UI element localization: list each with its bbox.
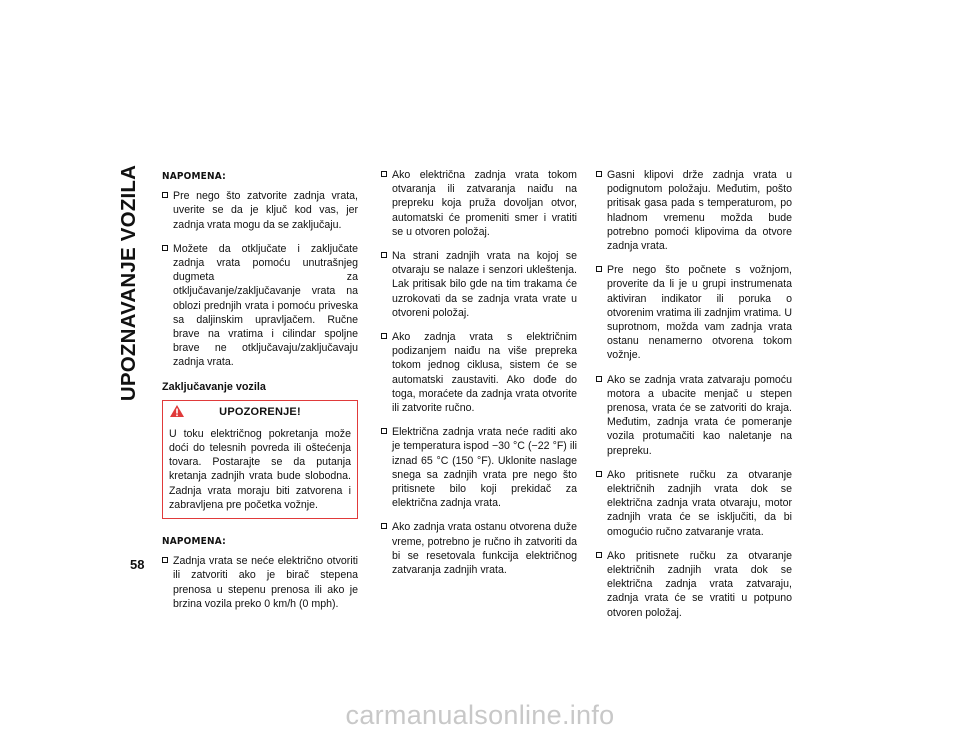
- list-item-text: Ako zadnja vrata ostanu otvorena duže vreme, potrebno je ručno ih zatvoriti da bi se resetovala funkcija električnog zatvaranja zadnjih vrata.: [392, 521, 577, 577]
- list-item-text: Ako zadnja vrata s električnim podizanjem naiđu na više prepreka tokom jednog ciklusa, sistem će se automatski zaustaviti. Ako dođe do toga, moraćete da zadnja vrata otvorite ili zatvorite ručno.: [392, 331, 577, 415]
- square-bullet-icon: [381, 252, 387, 258]
- list-item: [596, 468, 792, 539]
- list-item: [162, 554, 358, 611]
- list-item-text: Zadnja vrata se neće električno otvoriti ili zatvoriti ako je birač stepena prenosa u stepenu prenosa ili ako je brzina vozila preko 0 km/h (0 mph).: [173, 555, 358, 610]
- list-item-text: Ako električna zadnja vrata tokom otvaranja ili zatvaranja naiđu na prepreku koja pruža dovoljan otvor, automatski će promeniti smer i vratiti se u otvoren položaj.: [392, 169, 577, 238]
- list-item-text: Ako pritisnete ručku za otvaranje električnih zadnjih vrata dok se električna zadnja vrata otvaraju, motor zadnjih vrata će se isključiti, da bi omogućio ručno zatvaranje vrata.: [607, 468, 792, 538]
- page-number: 58: [130, 557, 145, 572]
- list-item: [596, 549, 792, 620]
- list-item-text: Na strani zadnjih vrata na kojoj se otvaraju se nalaze i senzori ukleštenja. Lak pritisak bilo gde na tim trakama će uzrokovati da se zadnja vrata vrate u otvoreni položaj.: [392, 250, 577, 319]
- section-heading: Zaključavanje vozila: [162, 380, 266, 393]
- square-bullet-icon: [596, 376, 602, 382]
- square-bullet-icon: [162, 245, 168, 251]
- list-item: [381, 425, 577, 510]
- list-item-text: Možete da otključate i zaključate zadnja vrata pomoću unutrašnjeg dugmeta za otključavanje/zaključavanje vrata na oblozi prednjih vrata i pomoću priveska sa daljinskim upravljačem. Ručne brave na vratima i cilindar spoljne brave ne otključavaju/zaključavaju zadnja vrata.: [173, 242, 358, 369]
- list-item-text: Ako se zadnja vrata zatvaraju pomoću motora a ubacite menjač u stepen prenosa, vrata će se zatvoriti do kraja. Međutim, zadnja vrata će pomeranje vozila protumačiti kao naletanje na prepreku.: [607, 373, 792, 457]
- square-bullet-icon: [162, 192, 168, 198]
- list-item: [381, 168, 577, 239]
- list-item: [596, 263, 792, 362]
- warning-box: [162, 400, 358, 519]
- column-right: [596, 168, 792, 630]
- list-item-text: Gasni klipovi drže zadnja vrata u podignutom položaju. Međutim, pošto pritisak gasa pada s temperaturom, po hladnom vremenu možda bude potrebno pomoći klipovima da otvore zadnja vrata.: [607, 169, 792, 253]
- warning-header: [163, 401, 357, 423]
- square-bullet-icon: [381, 523, 387, 529]
- list-item: [596, 168, 792, 253]
- list-item: [381, 330, 577, 415]
- square-bullet-icon: [381, 428, 387, 434]
- side-section-title: [104, 164, 154, 401]
- list-item: [381, 249, 577, 320]
- note-label: NAPOMENA:: [162, 171, 226, 182]
- square-bullet-icon: [596, 266, 602, 272]
- list-item: [381, 520, 577, 577]
- list-item: [162, 189, 358, 232]
- list-item-text: Ako pritisnete ručku za otvaranje električnih zadnjih vrata dok se električna zadnja vrata zatvaraju, zadnja vrata će se vratiti u potpuno otvoren položaj.: [607, 549, 792, 619]
- warning-triangle-icon: [169, 404, 185, 418]
- list-item: [596, 373, 792, 458]
- square-bullet-icon: [596, 171, 602, 177]
- column-left: [162, 168, 358, 621]
- square-bullet-icon: [381, 171, 387, 177]
- square-bullet-icon: [162, 557, 168, 563]
- list-item-text: Pre nego što počnete s vožnjom, proverite da li je u grupi instrumenata aktiviran indikator ili poruka o otvorenim vratima ili zadnjim vratima. U suprotnom, možda vam zadnja vrata ostanu nenamerno otvorena tokom vožnje.: [607, 264, 792, 362]
- list-item-text: Električna zadnja vrata neće raditi ako je temperatura ispod −30 °C (−22 °F) ili iznad 65 °C (150 °F). Uklonite naslage snega sa zadnjih vrata pre nego što pritisnete bilo koji prekidač za električna zadnja vrata.: [392, 426, 577, 510]
- list-item-text: Pre nego što zatvorite zadnja vrata, uverite se da je ključ kod vas, jer zadnja vrata mogu da se zaključaju.: [173, 190, 358, 231]
- side-section-title-text: UPOZNAVANJE VOZILA: [117, 164, 141, 401]
- square-bullet-icon: [381, 333, 387, 339]
- warning-text: U toku električnog pokretanja može doći do telesnih povreda ili oštećenja tovara. Postarajte se da putanja kretanja zadnjih vrata bude slobodna. Zadnja vrata moraju biti zatvorena i zabravljena pre početka vožnje.: [169, 427, 351, 511]
- watermark: carmanualsonline.info: [345, 700, 615, 730]
- square-bullet-icon: [596, 471, 602, 477]
- square-bullet-icon: [596, 552, 602, 558]
- column-middle: [381, 168, 577, 587]
- list-item: [162, 242, 358, 370]
- note-label: NAPOMENA:: [162, 536, 226, 548]
- warning-title: UPOZORENJE!: [219, 405, 301, 418]
